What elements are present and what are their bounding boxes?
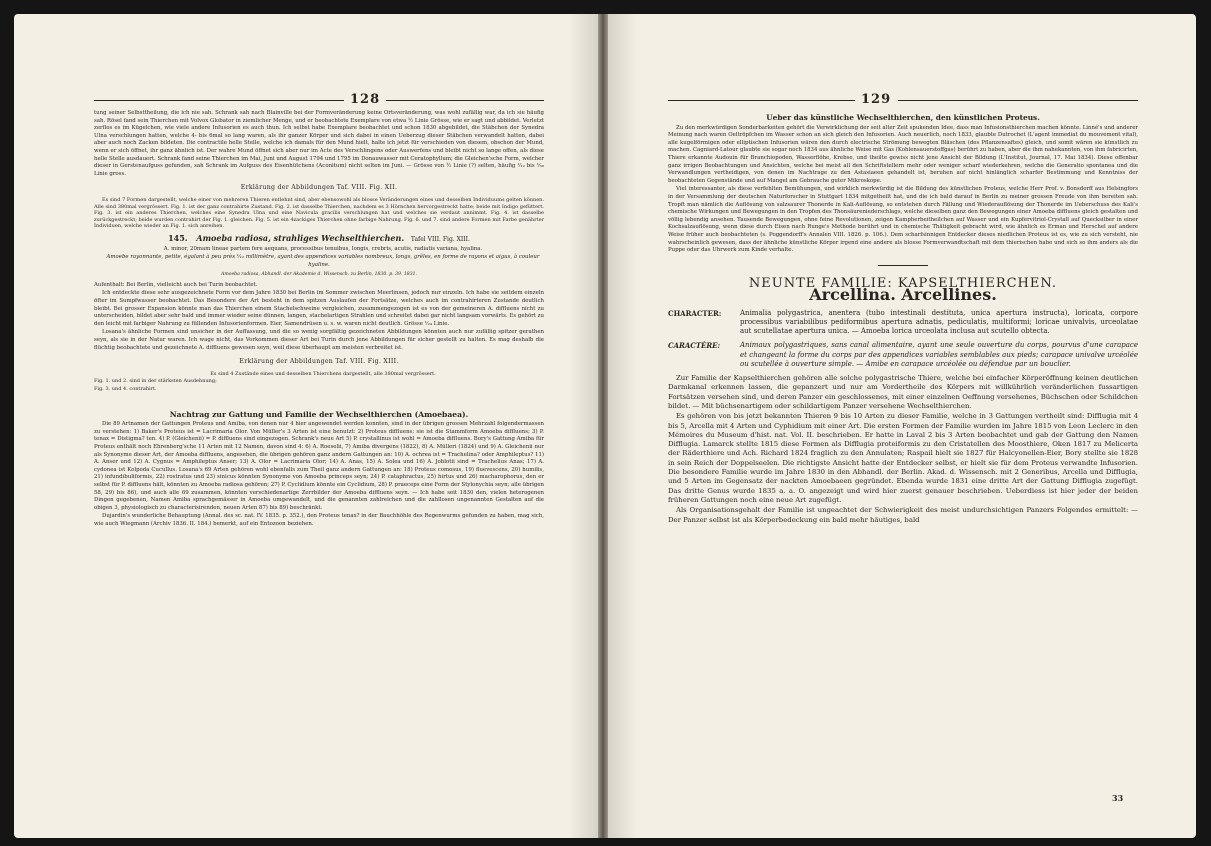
paragraph: Als Organisationsgehalt der Familie ist ungeachtet der Schwierigkeit des meist undurchsichtigen Panzers Folgendes ermittelt: — Der Panzer selbst ist als Körperbedeckung ein bald mehr häutiges, bald: [668, 506, 1138, 524]
right-page: [608, 14, 1196, 838]
species-title: Amoeba radiosa, strahliges Wechselthierchen.: [196, 232, 405, 243]
character-label: CHARACTER:: [668, 308, 722, 318]
character-text: Animalia polygastrica, anentera (tubo intestinali destituta, unica apertura instructa), loricata, corpore processibus variabilibus pediformibus apertura adnatis, pediculatis, multiformi; loricae univalvis, urceolatae aut scutellatae apertura unica. — Amoeba lorica urceolata inclusa aut scutello obtecta.: [740, 308, 1138, 336]
plate-reference: Tafel VIII. Fig. XIII.: [410, 235, 470, 243]
paragraph: Ich entdeckte diese sehr ausgezeichnete Form vor dem Jahre 1830 bei Berlin im Sommer zwischen Meerlinsen, jedoch nur einzeln. Ich habe sie seitdem einzeln öfter im Sumpfwasser beobachtet. Das Besondere der Art besteht in dem spitzen Auslaufen der Fortsätze, welches auch im contrahirteren Zustande deutlich bleibt. Bei grosser Expansion könnte man das Thierchen einem Stachelschweine vergleichen, zusammengezogen ist es von der gemeineren A. diffluens nicht zu unterscheiden, bildet aber sehr bald und immer wieder seine dünnen, langen, stachelartigen Strahlen und schreitet dabei gar nicht langsam vorwärts. Es gehört zu den leicht mit farbiger Nahrung zu füllenden Infusorienformen. Eier, Samendrüsen u. s. w. waren nicht deutlich. Grösse ¹⁄₂₄ Linie.: [94, 290, 544, 327]
paragraph: Die 89 Artnamen der Gattungen Proteus und Amiba, von denen nur 4 hier angewendet werden konnten, sind in der übrigen grossen Mehrzahl folgendermassen zu verstehen: 1) Baker's Proteus ist = Lacrimaria Olor. Von Müller's 3 Arten ist eine benutzt: 2) Proteus diffluens; sie ist die Stammform Amoeba diffluens; 3) P. tenax = Distigma? ten. 4) P. (Gleichenii) = P. diffluens sind eingezogen. Schrank's neue Art 5) P. crystallinus ist wohl = Amoeba diffluens. Bory's Gattung Amiba für Proteus enthält noch Ehrenberg'sche 11 Arten mit 12 Namen, davon sind 4: 6) A. Roeselii, 7) Amiba divergens (1822), 8) A. Mülleri (1824) und 9) A. Gleichenii nur als Synonyme dieser Art, der Amoeba diffluens, angesehen, die übrigen gehören ganz andern Gattungen an: 10) A. ochrea ist = Trachelina? oder Amphileptus? 11) A. Anser und 12) A. Cygnus = Amphileptus Anser; 13) A. Olor = Lacrimaria Olor; 14) A. Anas, 15) A. Solea und 16) A. Joblotii sind = Trachelius Anas; 17) A. cydonea ist Kolpoda Cucullus. Losana's 69 Arten gehören wohl ebenfalls zum Theil ganz andern Gattungen an: 18) Proteus comosus, 19) fluevescens, 20) humilis, 21) infundibuliformis, 22) rostratus und 23) sinicus könnten Synonyme von Amoeba princeps seyn; 24) P. cataphractus, 25) hirtus und 26) macharophorus, den er selbst für P. diffluens hält, könnten zu Amoeba radiosa gehören; 27) P. Cyclidium könnte ein Cyclidium, 28) P. praeceps eine Form der Stylonychia seyn; alle übrigen 58, 29) bis 86), und auch alle 69 zusammen, könnten verschiedenartige Zerrbilder der Amoeba diffluens seyn. — Ich habe seit 1830 den, vielen heterogenen Dingen gegebenen, Namen Amiba sprachgemässer in Amoeba umgewandelt, und die genannten zahlreichen und die zahllosen ungenannten Gestalten auf die obigen 3, physiologisch zu characterisirenden, neuen Arten 87) bis 89) beschränkt.: [94, 421, 544, 511]
paragraph: Zur Familie der Kapselthierchen gehören alle solche polygastrische Thiere, welche bei einfacher Körperöffnung keinen deutlichen Darmkanal erkennen lassen, die gepanzert und nur am Vordertheile des Körpers mit willkührlich veränderlichen fussartigen Fortsätzen versehen sind, und deren Panzer ein geschlossenes, mit einer einzelnen Oeffnung versehenes, Büchschen oder Schildchen bildet. — Mit büchsenartigem oder schildartigem Panzer versehene Wechselthierchen.: [668, 374, 1138, 410]
paragraph: Losana's ähnliche Formen sind unsicher in der Auffassung, und die so wenig sorgfältig gezeichneten Abbildungen könnten auch nur zufällig spitzer gerathen seyn, als sie in der Natur waren. Ich wage nicht, das Vorkommen dieser Art bei Turin durch jene Abbildungen für sicher gestellt zu halten. Es mag deshalb die flüchtig beobachtete und gezeichnete A. diffluens gewesen seyn, weil diese überhaupt am meisten verbreitet ist.: [94, 329, 544, 351]
family-latin-name: Arcellina. Arcellines.: [809, 285, 997, 305]
figure-explanation: Es sind 4 Zustände eines und desselben Thierchens dargestellt, alle 380mal vergrössert.: [210, 370, 436, 377]
header-rule: [898, 100, 1138, 101]
section-heading: Nachtrag zur Gattung und Familie der Wechselthierchen (Amoebaea).: [169, 409, 469, 419]
figure-explanation-line: Fig. 3. und 4. contrahirt.: [94, 386, 157, 392]
right-page-text: [668, 114, 1138, 526]
family-heading: NEUNTE FAMILIE: KAPSELTHIERCHEN.: [748, 275, 1058, 291]
habitat: Aufenthalt: Bei Berlin, vielleicht auch bei Turin beobachtet.: [94, 281, 258, 288]
french-diagnosis: Amoebe rayonnante, petite, égalant à peu près ¹⁄₁₂ millimètre, ayant des appendices variables nombreux, longs, grêles, en forme de rayons et aigus, à couleur hyaline.: [106, 254, 540, 268]
latin-diagnosis: A. minor, 20mam lineae partem fere aequans, processibus tenuibus, longis, crebris, acutis, radiatis variana, hyalina.: [163, 245, 483, 252]
paragraph: Dujardin's wunderliche Behauptung (Annal. des sc. nat. IV. 1835. p. 352.), den Proteus tenax? in der Bauchhöhle des Regenwurms gefunden zu haben, mag sich, wie auch Wiegmann (Archiv 1836. II. 184.) bemerkt, auf ein Entozoon beziehen.: [94, 513, 544, 527]
caractere-text: Animaux polygastriques, sans canal alimentaire, ayant une seule ouverture du corps, pourvus d'une carapace et changeant la forme du corps par des appendices variables semblables aux pieds; carapace univalve urcéolée ou scutellée à ouverture simple. — Amibe en carapace urcéolée ou défendue par un bouclier.: [740, 341, 1138, 368]
section-heading: Ueber das künstliche Wechselthierchen, den künstlichen Proteus.: [766, 113, 1040, 122]
figure-explanation: Es sind 7 Formen dargestellt, welche einer von mehreren Thieren entlehnt sind, aber ebensowohl als blosse Veränderungen eines und desselben Individuums gelten können. Alle sind 380mal vergrössert. Fig. 1. ist der ganz contrahirte Zustand. Fig. 2. ist dasselbe Thierchen, nachdem es 3 Hörnchen hervorgestreckt hatte; beide mit Indigo gefüttert. Fig. 3. ist ein anderes Thierchen, welches eine Synedra Ulna und eine Navicula gracilis verschlungen hat und welches sie verdaut annimmt. Fig. 4. ist dasselbe zurückgestreckt; beide wurden contrahirt der Fig. 1. gleichen. Fig. 5. ist ein 4zackiges Thierchen ohne farbige Nahrung. Fig. 6. und 7. sind andere Formen mit Farbe genährter Individuen, welche wieder an Fig. 1. sich anreihen.: [94, 196, 544, 230]
right-page-gutter-shade: [608, 14, 638, 838]
character-french: [668, 341, 1138, 369]
citation: Amoeba radiosa, Abhandl. der Akademie d. Wissensch. zu Berlin, 1830. p. 39. 1831.: [221, 272, 417, 278]
figure-explanation-line: Fig. 1. und 2. sind in der stärksten Ausdehnung;: [94, 378, 217, 385]
family-body: [668, 374, 1138, 525]
section-divider: [878, 265, 928, 266]
species-heading: [94, 232, 544, 244]
page-number: 129: [861, 92, 892, 107]
figure-explanation-heading: Erklärung der Abbildungen Taf. VIII. Fig. XIII.: [239, 358, 399, 366]
book-gutter: [598, 14, 608, 838]
left-page-text: [94, 110, 544, 530]
paragraph: tung seiner Selbsttheilung, die ich nie sah. Schrank sah nach Blainville bei der Formveränderung keine Ortsveränderung, was wohl zufällig war, da ich sie häufig sah. Rösel fand sein Thierchen mit Volvox Globator in ziemlicher Menge, und er beobachtete Exemplare von etwa ½ Linie Grösse, wie er sagt und abbildet. Verletzt zerflos es im Kügelchen, wie viele andere Infusorien es auch thun. Ich selbst habe Exemplare beobachtet und schon 1830 abgebildet, die Stäbchen der Synedra Ulna verschlungen hatten, welche 4- bis 6mal so lang waren, als ihr ganzer Körper und sich dabei in einen Ueberzug dieser Stäbchen verwandelt hatten, dabei aber auch noch Zacken bildeten. Die contractile helle Stelle, welche ich damals für den Mund hielt, halte ich jetzt für verschieden von diesem, obschon der Mund, wenn er sich öffnet, ihr ganz ähnlich ist. Der wahre Mund öffnet sich aber nur im Acte des Verschlingens oder Auswerfens und bleibt nicht so lange offen, als diese helle Stelle ausdauert. Schrank fand seine Thierchen im Mai, Juni und August 1794 und 1795 im Donauwasser mit Ceratophyllum; die Gleichen'sche Form, welcher dieser in Gerstenaufguss gefunden, sah Schrank im Aufguss des Eisenhütchens (Aconitum) nicht selten im Juni. — Grösse von ½ Linie (?) selten, häufig ¹⁄₁₂ bis ¹⁄₃₀ Linie gross.: [94, 110, 544, 177]
header-rule: [386, 100, 544, 101]
paragraph: Zu den merkwürdigen Sonderbarkeiten gehört die Verwirklichung der seit alter Zeit spukenden Idee, dass man Infusionsthierchen machen könnte. Linné's und anderer Meinung nach waren Oeltröpfchen im Wasser schon an sich gleich den Infusorien. Auch neuerlich, noch 1833, glaubte Dutrochet (L'agent immediat du mouvement vital), alle kugelförmigen oder elliptischen Infusorien wären den durch electrische Strömung bewegten Bläschen (des Pflanzensaftes) gleich, und somit wären sie künstlich zu machen. Cagniard-Latour glaubte sie sogar noch 1834 aus ähnliche Weise mit Gas (Kohlensauerstoffgas) berührt zu haben, aber die ihm nahekannten, von ihm fabricirten, Thiere erkannte Audouin für Branchiopoden, Wasserflöhe, Krebse, und theilte gewiss nicht jene Ansicht der Bildung (L'Institut, Journal, 17. Mai 1834). Diese offenbar ganz irrigen Beobachtungen und Ansichten, welche bei meist all den Schriftstellern mehr oder weniger scharf wiederkehren, welche die Generatio spontanea und die Verwandlungen vertheidigen, von denen im Nachtrage zu den Astasiaeen gehandelt ist, beruhen auf nicht hinlänglich scharfer Bestimmung und Kenntniss der beobachteten Gegenstände und auf Mangel am Gebrauche guter Mikroskope.: [668, 124, 1138, 184]
species-number: 145.: [168, 232, 188, 243]
header-rule: [94, 100, 344, 101]
signature-mark: 33: [1112, 793, 1124, 803]
header-rule: [668, 100, 855, 101]
caractere-label: CARACTÈRE:: [668, 341, 721, 351]
page-number: 128: [350, 92, 381, 107]
left-page: [14, 14, 598, 838]
paragraph: Es gehören von bis jetzt bekannten Thieren 9 bis 10 Arten zu dieser Familie, welche in 3 Gattungen vertheilt sind: Difflugia mit 4 bis 5, Arcella mit 4 Arten und Cyphidium mit einer Art. Die ersten Formen der Familie wurden im Jahre 1815 von Leon Leclerc in den Mémoires du Museum d'hist. nat. Vol. II. beschrieben. Er hatte in Laval 2 bis 3 Arten beobachtet und gab der Gattung den Namen Difflugia. Lamarck stellte 1815 diese Formen als Difflugia proteiformis zu den Cristatellen des Moosthiere, Oken 1817 zu Melicerta der Räderthiere und Ach. Richard 1824 fraglich zu den Annulaten; Raspail hielt sie 1827 für Halcyonellen-Eier, Bory stellte sie 1828 in sein Reich der Doppelseelen. Die richtigste Ansicht hatte der Entdecker selbst, er hielt sie für dem Proteus verwandte Infusorien. Die besondere Familie wurde im Jahre 1830 in den Abhandl. der Berlin. Akad. d. Wissensch. mit 2 Generibus, Arcella und Difflugia, und 5 Arten im Gegensatz der nackten Amoebaeen gegründet. Ebenda wurde 1831 eine dritte Art der Gattung Difflugia zugefügt. Das dritte Genus wurde 1835 a. a. O. angezeigt und wird hier zuerst genauer beschrieben. Ueberdiess ist hier jeder der beiden früheren Gattungen noch eine neue Art zugefügt.: [668, 412, 1138, 504]
figure-explanation-heading: Erklärung der Abbildungen Taf. VIII. Fig. XII.: [240, 184, 398, 192]
left-page-gutter-shade: [568, 14, 598, 838]
character-latin: [668, 309, 1138, 337]
paragraph: Viel interessanter, als diese verfehlten Bemühungen, und wirklich merkwürdig ist die Bildung des künstlichen Proteus, welche Herr Prof. v. Bonsdorff aus Helsingfors in der Versammlung der deutschen Naturforscher in Stuttgart 1834 mitgetheilt hat, und die ich bald darauf in Berlin zu meiner grossen Freude von ihm bereiten sah. Tropft man nämlich die Auflösung von salzsaurer Thonerde in Kali-Auflösung, so entstehen durch Fällung und Wiederauflösung der Thonerde im Ueberschuss des Kali's chemische Wirkungen und Bewegungen in den Tropfen des Thonsäureniederschlags, welche dieselben ganz den Bewegungen einer Amoeba diffluens gleich gestalten und völlig lebendig ansehen. Tausende Bewegungen, ohne feine Revolutionen, zeigen Kampherbeitheilchen auf Wasser und ein Kupfervitriol-Crystall auf Quecksilber in einer Kochsalzauflösung, wenn diese durch Eisen nach Runge's Methode berührt und in chemische Thätigkeit gebracht wird, wie ähnlich es Erman und Herschel auf andere Weise früher auch beobachteten (s. Poggendorff's Annalen VIII. 1826. p. 106.). Dem scharfsinnigen Entdecker dieses niedlichen Proteus ist es, wie zu sich versteht, nie wahrscheinlich gewesen, dass der ähnliche künstliche Körper irgend eine andere als blosse Formverwandtschaft mit dem thierischen habe und sich so ihm anders als die Puppe oder das Uhrwerk zum Kinde verhalte.: [668, 186, 1138, 254]
